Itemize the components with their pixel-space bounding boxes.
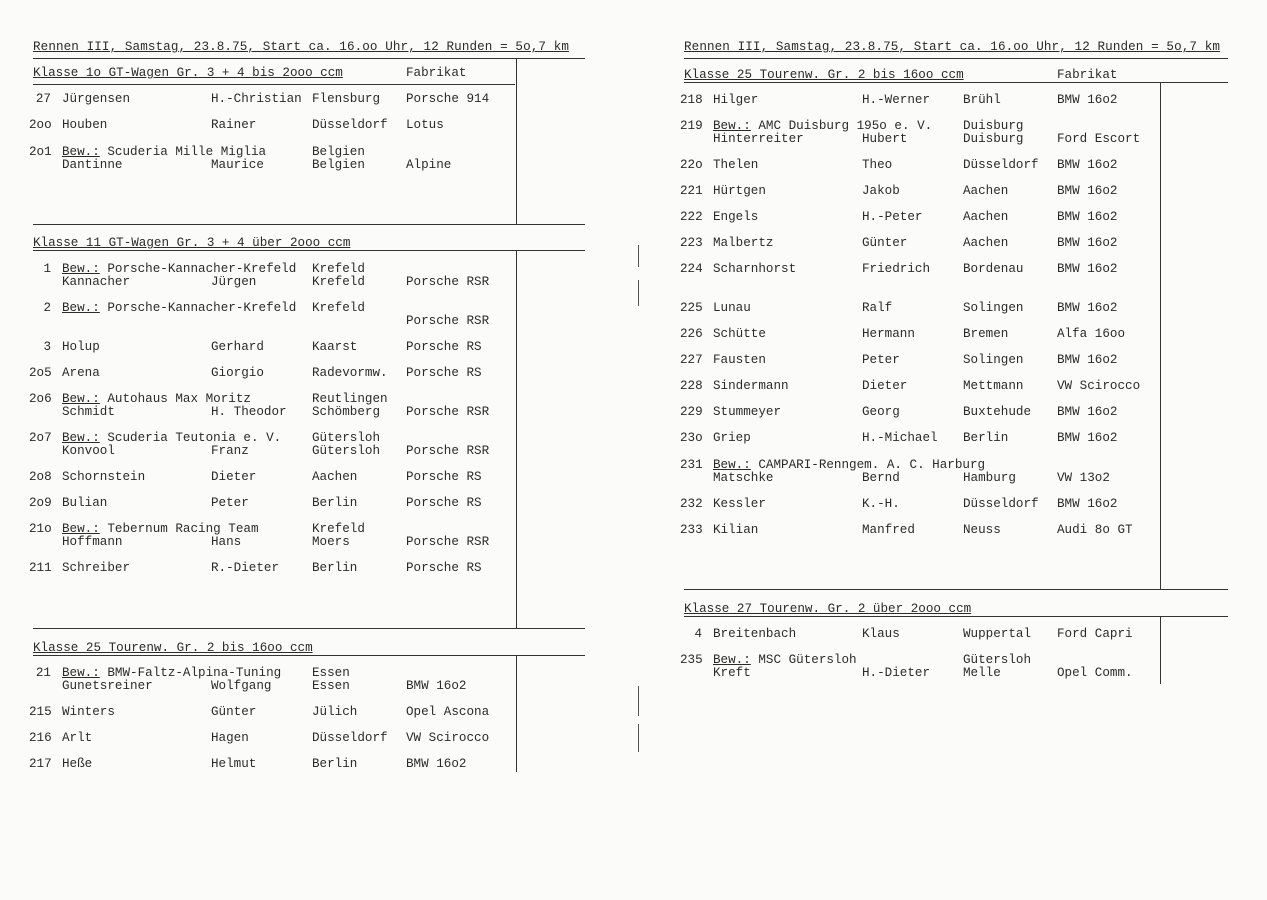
cell: Rainer — [211, 118, 257, 132]
cell: Dieter — [862, 379, 908, 393]
cell: Dieter — [211, 470, 257, 484]
cell: BMW 16o2 — [1057, 497, 1118, 511]
cell: Hamburg — [963, 471, 1016, 485]
cell: Bernd — [862, 471, 900, 485]
cell: Moers — [312, 535, 350, 549]
column-border — [516, 250, 517, 629]
cell: Gütersloh — [963, 653, 1032, 667]
cell: 228 — [680, 379, 703, 393]
cell: Günter — [862, 236, 908, 250]
cell: Sindermann — [713, 379, 789, 393]
cell — [312, 263, 365, 289]
cell: H.-Werner — [862, 93, 931, 107]
cell: Schreiber — [62, 561, 131, 575]
cell — [312, 432, 380, 458]
cell: Belgien — [312, 145, 365, 159]
cell: BMW 16o2 — [1057, 158, 1118, 172]
cell: Hagen — [211, 731, 249, 745]
entrant-label: Bew.: — [62, 392, 100, 406]
entrant-label: Bew.: — [62, 666, 100, 680]
class-title: Klasse 1o GT-Wagen Gr. 3 + 4 bis 2ooo ccm — [33, 66, 343, 80]
cell — [713, 459, 985, 485]
cell: Neuss — [963, 523, 1001, 537]
cell: Engels — [713, 210, 759, 224]
cell: 227 — [680, 353, 703, 367]
cell: Günter — [211, 705, 257, 719]
cell: AMC Duisburg 195o e. V. — [758, 119, 933, 133]
cell: 232 — [680, 497, 703, 511]
cell: Hoffmann — [62, 535, 123, 549]
cell: Peter — [211, 496, 249, 510]
cell: 211 — [29, 561, 52, 575]
cell: Krefeld — [312, 301, 365, 315]
cell: Scuderia Teutonia e. V. — [107, 431, 282, 445]
cell: Tebernum Racing Team — [107, 522, 259, 536]
cell: Konvool — [62, 444, 115, 458]
cell: BMW 16o2 — [1057, 431, 1118, 445]
cell: Bremen — [963, 327, 1009, 341]
cell: Kaarst — [312, 340, 358, 354]
cell: 229 — [680, 405, 703, 419]
divider — [684, 616, 1228, 617]
cell: Düsseldorf — [312, 118, 388, 132]
divider — [33, 655, 585, 656]
cell: Düsseldorf — [312, 731, 388, 745]
cell — [713, 654, 857, 680]
cell: Solingen — [963, 301, 1024, 315]
entrant-label: Bew.: — [62, 431, 100, 445]
cell: 221 — [680, 184, 703, 198]
cell: Duisburg — [963, 132, 1024, 146]
entrant-label: Bew.: — [713, 458, 751, 472]
cell: Brühl — [963, 93, 1001, 107]
class-title: Klasse 25 Tourenw. Gr. 2 bis 16oo ccm — [684, 68, 964, 82]
cell: H.-Michael — [862, 431, 938, 445]
binding-mark — [638, 280, 639, 306]
cell: Lunau — [713, 301, 751, 315]
cell: Porsche-Kannacher-Krefeld — [107, 301, 297, 315]
cell: Bordenau — [963, 262, 1024, 276]
cell: Duisburg — [963, 119, 1024, 133]
cell: 217 — [29, 757, 52, 771]
cell: Porsche RS — [406, 366, 482, 380]
cell: MSC Gütersloh — [758, 653, 857, 667]
cell: Helmut — [211, 757, 257, 771]
divider — [684, 82, 1228, 83]
cell: 2o8 — [29, 470, 52, 484]
cell: Peter — [862, 353, 900, 367]
cell: Porsche RS — [406, 470, 482, 484]
cell: Heße — [62, 757, 93, 771]
cell: BMW 16o2 — [406, 757, 467, 771]
cell: Essen — [312, 679, 350, 693]
cell: Lotus — [406, 118, 444, 132]
cell: 222 — [680, 210, 703, 224]
cell: Audi 8o GT — [1057, 523, 1133, 537]
cell — [963, 654, 1031, 680]
cell: Arena — [62, 366, 100, 380]
cell: 225 — [680, 301, 703, 315]
divider — [33, 224, 585, 225]
cell: BMW 16o2 — [1057, 236, 1118, 250]
cell: Schornstein — [62, 470, 146, 484]
cell: Solingen — [963, 353, 1024, 367]
binding-mark — [638, 724, 639, 752]
cell — [312, 393, 388, 419]
divider — [33, 84, 515, 85]
cell: Opel Comm. — [1057, 666, 1133, 680]
cell: 2o7 — [29, 431, 52, 445]
cell — [312, 667, 350, 693]
cell: H. Theodor — [211, 405, 287, 419]
cell: Ralf — [862, 301, 893, 315]
cell: Buxtehude — [963, 405, 1032, 419]
column-border — [1160, 616, 1161, 684]
cell: H.-Peter — [862, 210, 923, 224]
cell: BMW 16o2 — [1057, 405, 1118, 419]
cell: Porsche RSR — [406, 535, 490, 549]
cell: Alpine — [406, 158, 452, 172]
cell: Gerhard — [211, 340, 264, 354]
cell: 2 — [43, 301, 51, 315]
cell: BMW 16o2 — [406, 679, 467, 693]
cell: Aachen — [963, 210, 1009, 224]
cell: Winters — [62, 705, 115, 719]
cell: Schömberg — [312, 405, 381, 419]
cell: 21o — [29, 522, 52, 536]
cell: 224 — [680, 262, 703, 276]
cell: Houben — [62, 118, 108, 132]
cell: Bulian — [62, 496, 108, 510]
cell: 218 — [680, 93, 703, 107]
cell: Maurice — [211, 158, 264, 172]
cell: 231 — [680, 458, 703, 472]
cell: Porsche RS — [406, 496, 482, 510]
cell: Berlin — [312, 496, 358, 510]
entrant-label: Bew.: — [713, 119, 751, 133]
cell: Holup — [62, 340, 100, 354]
class-title: Klasse 11 GT-Wagen Gr. 3 + 4 über 2ooo ccm — [33, 236, 351, 250]
cell: Krefeld — [312, 262, 365, 276]
cell: R.-Dieter — [211, 561, 280, 575]
cell: Matschke — [713, 471, 774, 485]
cell: Ford Escort — [1057, 132, 1141, 146]
cell: Porsche-Kannacher-Krefeld — [107, 262, 297, 276]
cell: Radevormw. — [312, 366, 388, 380]
cell: 2o1 — [29, 145, 52, 159]
cell: BMW 16o2 — [1057, 210, 1118, 224]
cell: VW 13o2 — [1057, 471, 1110, 485]
cell: Porsche 914 — [406, 92, 490, 106]
cell — [312, 523, 365, 549]
cell: Jakob — [862, 184, 900, 198]
cell: 2o5 — [29, 366, 52, 380]
cell: Hinterreiter — [713, 132, 804, 146]
cell: BMW 16o2 — [1057, 353, 1118, 367]
cell — [312, 146, 365, 172]
cell: 233 — [680, 523, 703, 537]
entrant-label: Bew.: — [62, 145, 100, 159]
cell: Jülich — [312, 705, 358, 719]
cell: Düsseldorf — [963, 497, 1039, 511]
cell: Kilian — [713, 523, 759, 537]
cell: Gütersloh — [312, 444, 381, 458]
cell: Ford Capri — [1057, 627, 1133, 641]
cell: Friedrich — [862, 262, 931, 276]
cell: BMW 16o2 — [1057, 184, 1118, 198]
cell: Franz — [211, 444, 249, 458]
cell: Krefeld — [312, 275, 365, 289]
cell: Schütte — [713, 327, 766, 341]
cell: Dantinne — [62, 158, 123, 172]
cell: 23o — [680, 431, 703, 445]
binding-mark — [638, 686, 639, 716]
cell: Essen — [312, 666, 350, 680]
cell: Kreft — [713, 666, 751, 680]
cell: Klaus — [862, 627, 900, 641]
cell: Porsche RSR — [406, 444, 490, 458]
cell: 215 — [29, 705, 52, 719]
cell: 226 — [680, 327, 703, 341]
divider — [684, 589, 1228, 590]
cell: CAMPARI-Renngem. A. C. Harburg — [758, 458, 986, 472]
cell: Düsseldorf — [963, 158, 1039, 172]
cell: Wolfgang — [211, 679, 272, 693]
cell: Gütersloh — [312, 431, 381, 445]
cell: Griep — [713, 431, 751, 445]
cell: 223 — [680, 236, 703, 250]
make-header: Fabrikat — [406, 66, 467, 80]
cell: H.-Dieter — [862, 666, 931, 680]
cell: 27 — [35, 92, 51, 106]
cell: 1 — [43, 262, 51, 276]
cell: Melle — [963, 666, 1001, 680]
cell: Porsche RS — [406, 340, 482, 354]
cell: BMW 16o2 — [1057, 262, 1118, 276]
entrant-label: Bew.: — [62, 301, 100, 315]
cell: 22o — [680, 158, 703, 172]
cell: Jürgen — [211, 275, 257, 289]
entrant-label: Bew.: — [713, 653, 751, 667]
cell: Krefeld — [312, 522, 365, 536]
left-page — [29, 0, 633, 900]
cell: 219 — [680, 119, 703, 133]
cell: Porsche RS — [406, 561, 482, 575]
cell: Porsche RSR — [406, 314, 490, 328]
cell: Malbertz — [713, 236, 774, 250]
cell: 3 — [43, 340, 51, 354]
cell: Porsche RSR — [406, 275, 490, 289]
cell: Berlin — [312, 561, 358, 575]
divider — [33, 250, 585, 251]
cell: Arlt — [62, 731, 93, 745]
cell: H.-Christian — [211, 92, 302, 106]
cell: 2o9 — [29, 496, 52, 510]
cell — [963, 120, 1023, 146]
cell: Opel Ascona — [406, 705, 490, 719]
cell: Porsche RSR — [406, 405, 490, 419]
cell: Kessler — [713, 497, 766, 511]
cell: 2o6 — [29, 392, 52, 406]
right-page — [680, 0, 1267, 900]
cell: Gunetsreiner — [62, 679, 153, 693]
cell: 235 — [680, 653, 703, 667]
cell: Berlin — [312, 757, 358, 771]
cell: Scuderia Mille Miglia — [107, 145, 267, 159]
cell: Reutlingen — [312, 392, 388, 406]
race-header: Rennen III, Samstag, 23.8.75, Start ca. 16.oo Uhr, 12 Runden = 5o,7 km — [684, 40, 1221, 54]
cell: Breitenbach — [713, 627, 797, 641]
cell: K.-H. — [862, 497, 900, 511]
cell — [62, 263, 296, 289]
cell: Giorgio — [211, 366, 264, 380]
class-title: Klasse 25 Tourenw. Gr. 2 bis 16oo ccm — [33, 641, 313, 655]
cell: BMW-Faltz-Alpina-Tuning — [107, 666, 282, 680]
cell: Thelen — [713, 158, 759, 172]
cell: Manfred — [862, 523, 915, 537]
cell: BMW 16o2 — [1057, 93, 1118, 107]
divider — [33, 58, 585, 59]
column-border — [1160, 82, 1161, 590]
entrant-label: Bew.: — [62, 522, 100, 536]
cell: Aachen — [312, 470, 358, 484]
cell: Fausten — [713, 353, 766, 367]
cell: Aachen — [963, 184, 1009, 198]
cell: 2oo — [29, 118, 52, 132]
cell: 4 — [694, 627, 702, 641]
cell: Autohaus Max Moritz — [107, 392, 251, 406]
cell: Hürtgen — [713, 184, 766, 198]
cell: 21 — [35, 666, 51, 680]
column-border — [516, 58, 517, 225]
cell: Belgien — [312, 158, 365, 172]
entrant-label: Bew.: — [62, 262, 100, 276]
cell: Hans — [211, 535, 242, 549]
cell: Scharnhorst — [713, 262, 797, 276]
cell: VW Scirocco — [1057, 379, 1141, 393]
race-header: Rennen III, Samstag, 23.8.75, Start ca. 16.oo Uhr, 12 Runden = 5o,7 km — [33, 40, 570, 54]
class-title: Klasse 27 Tourenw. Gr. 2 über 2ooo ccm — [684, 602, 972, 616]
cell: BMW 16o2 — [1057, 301, 1118, 315]
cell: Hermann — [862, 327, 915, 341]
cell: Wuppertal — [963, 627, 1032, 641]
cell: Jürgensen — [62, 92, 131, 106]
cell: Aachen — [963, 236, 1009, 250]
cell: Stummeyer — [713, 405, 782, 419]
divider — [684, 58, 1228, 59]
column-border — [516, 655, 517, 772]
cell — [62, 302, 296, 315]
cell: Georg — [862, 405, 900, 419]
cell: 216 — [29, 731, 52, 745]
cell: Flensburg — [312, 92, 381, 106]
cell: Hilger — [713, 93, 759, 107]
cell: VW Scirocco — [406, 731, 490, 745]
divider — [33, 628, 585, 629]
cell: Alfa 16oo — [1057, 327, 1126, 341]
make-header: Fabrikat — [1057, 68, 1118, 82]
cell: Theo — [862, 158, 893, 172]
cell: Hubert — [862, 132, 908, 146]
binding-mark — [638, 245, 639, 267]
cell: Mettmann — [963, 379, 1024, 393]
cell: Schmidt — [62, 405, 115, 419]
cell: Berlin — [963, 431, 1009, 445]
cell: Kannacher — [62, 275, 131, 289]
